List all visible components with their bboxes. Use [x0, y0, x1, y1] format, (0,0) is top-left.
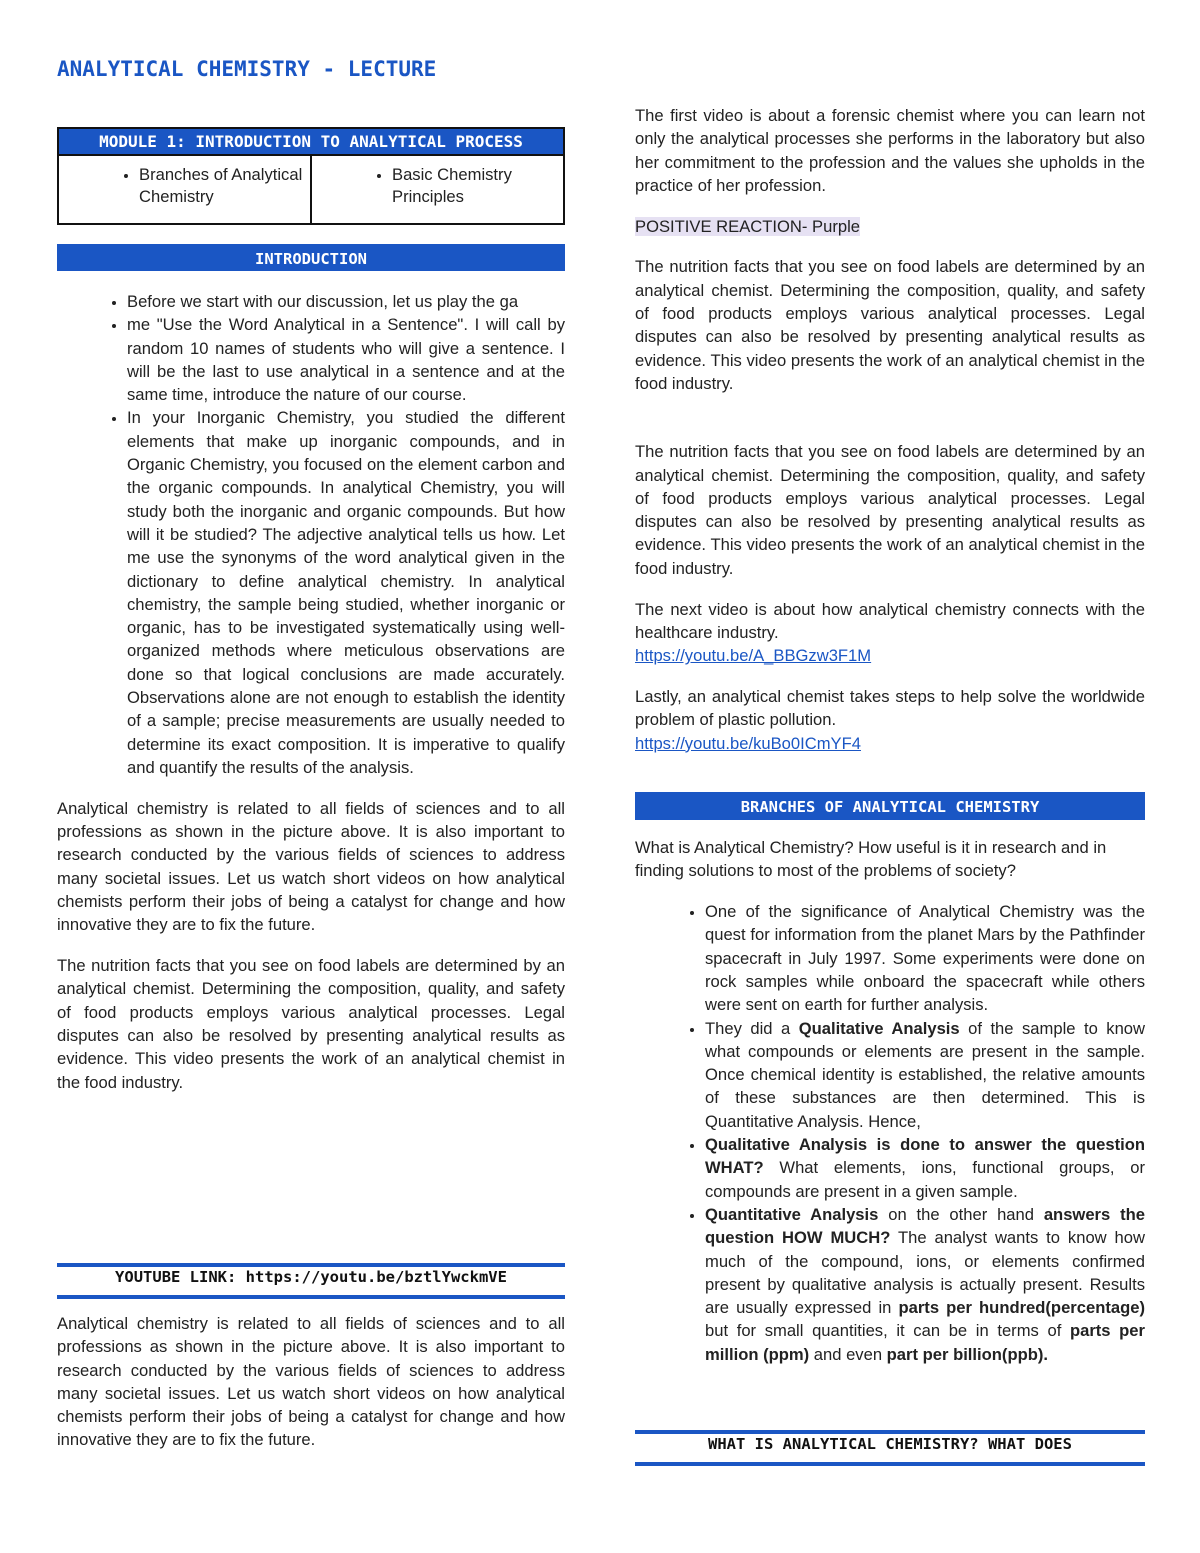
- intro-paragraph-1: Analytical chemistry is related to all fields of sciences and to all professions as shown in the picture above. It is also important to research conducted by the various fields of sciences to address many societal issues. Let us watch short videos on how analytical chemists perform their jobs of being a catalyst for change and how innovative they are to fix the future.: [57, 798, 565, 935]
- module-topic-2: • Basic Chemistry Principles: [392, 164, 563, 208]
- youtube-link-header: YOUTUBE LINK: https://youtu.be/bztlYwckmVE: [57, 1263, 565, 1299]
- what-is-analytical-chemistry-header: WHAT IS ANALYTICAL CHEMISTRY? WHAT DOES: [635, 1430, 1145, 1466]
- positive-reaction-highlight: POSITIVE REACTION- Purple: [635, 216, 860, 236]
- video-1-paragraph: The first video is about a forensic chemist where you can learn not only the analytical processes she performs in the laboratory but also her commitment to the profession and the values she upholds in the practice of her profession.: [635, 106, 1145, 195]
- videos-section: [635, 104, 1145, 772]
- intro-bullet-3: • In your Inorganic Chemistry, you studied the different elements that make up inorganic compounds, and in Organic Chemistry, you focused on the element carbon and the organic compounds. In analytical Chemistry, you will study both the inorganic and organic compounds. But how will it be studied? The adjective analytical tells us how. Let me use the synonyms of the word analytical given in the dictionary to define analytical chemistry. In analytical chemistry, the sample being studied, whether inorganic or organic, has to be investigated systematically using well-organized methods where meticulous observations are done so that logical conclusions are made accurately. Observations alone are not enough to establish the identity of a sample; precise measurements are usually needed to determine its exact composition. It is imperative to qualify and quantify the results of the analysis.: [127, 406, 565, 779]
- module-header: MODULE 1: INTRODUCTION TO ANALYTICAL PROCESS: [59, 129, 563, 156]
- healthcare-video-link[interactable]: https://youtu.be/A_BBGzw3F1M: [635, 646, 872, 666]
- plastic-paragraph: Lastly, an analytical chemist takes steps to help solve the worldwide problem of plastic pollution.: [635, 686, 1145, 730]
- youtube-section: [57, 1312, 565, 1469]
- intro-paragraph-2: The nutrition facts that you see on food labels are determined by an analytical chemist. Determining the composition, quality, and safety of food products employs various analytical processes. Legal disputes can also be resolved by presenting analytical results as evidence. This video presents the work of an analytical chemist in the food industry.: [57, 956, 565, 1092]
- module-topic-cell-2: [310, 156, 563, 223]
- module-topic-cell-1: [59, 156, 310, 223]
- module-box: [57, 127, 565, 225]
- nutrition-paragraph-2: The nutrition facts that you see on food labels are determined by an analytical chemist. Determining the composition, quality, and safety of food products employs various analytical processes. Legal disputes can also be resolved by presenting analytical results as evidence. This video presents the work of an analytical chemist in the food industry.: [635, 442, 1145, 578]
- branches-bullet-1: • One of the significance of Analytical Chemistry was the quest for information from the planet Mars by the Pathfinder spacecraft in July 1997. Some experiments were done on rock samples while onboard the spacecraft while others were sent on earth for further analysis.: [705, 900, 1145, 1016]
- branches-question: What is Analytical Chemistry? How useful is it in research and in finding solutions to most of the problems of society?: [635, 838, 1107, 881]
- branches-section: [635, 836, 1145, 1366]
- module-topic-1: • Branches of Analytical Chemistry: [139, 164, 310, 208]
- branches-bullet-3: • Qualitative Analysis is done to answer the question WHAT? What elements, ions, functional groups, or compounds are present in a given sample.: [705, 1133, 1145, 1203]
- intro-bullet-2: • me "Use the Word Analytical in a Sentence". I will call by random 10 names of students who will give a sentence. I will be the last to use analytical in a sentence and at the same time, introduce the nature of our course.: [127, 313, 565, 406]
- branches-bullet-2: • They did a Qualitative Analysis of the sample to know what compounds or elements are present in the sample. Once chemical identity is established, the relative amounts of these substances are then determined. This is Quantitative Analysis. Hence,: [705, 1017, 1145, 1133]
- youtube-paragraph: Analytical chemistry is related to all fields of sciences and to all professions as shown in the picture above. It is also important to research conducted by the various fields of sciences to address many societal issues. Let us watch short videos on how analytical chemists perform their jobs of being a catalyst for change and how innovative they are to fix the future.: [57, 1314, 565, 1450]
- intro-section: [57, 290, 565, 1111]
- introduction-header: INTRODUCTION: [57, 244, 565, 271]
- plastic-video-link[interactable]: https://youtu.be/kuBo0ICmYF4: [635, 733, 861, 753]
- healthcare-paragraph: The next video is about how analytical chemistry connects with the healthcare industry.: [635, 599, 1145, 642]
- intro-bullet-1: • Before we start with our discussion, let us play the ga: [127, 290, 565, 313]
- nutrition-paragraph-1: The nutrition facts that you see on food labels are determined by an analytical chemist. Determining the composition, quality, and safety of food products employs various analytical processes. Legal disputes can also be resolved by presenting analytical results as evidence. This video presents the work of an analytical chemist in the food industry.: [635, 257, 1145, 393]
- branches-header: BRANCHES OF ANALYTICAL CHEMISTRY: [635, 792, 1145, 820]
- branches-bullet-4: • Quantitative Analysis on the other hand answers the question HOW MUCH? The analyst wants to know how much of the compound, ions, or elements confirmed present by qualitative analysis is actually present. Results are usually expressed in parts per hundred(percentage) but for small quantities, it can be in terms of parts per million (ppm) and even part per billion(ppb).: [705, 1203, 1145, 1366]
- document-title: ANALYTICAL CHEMISTRY - LECTURE: [57, 57, 437, 81]
